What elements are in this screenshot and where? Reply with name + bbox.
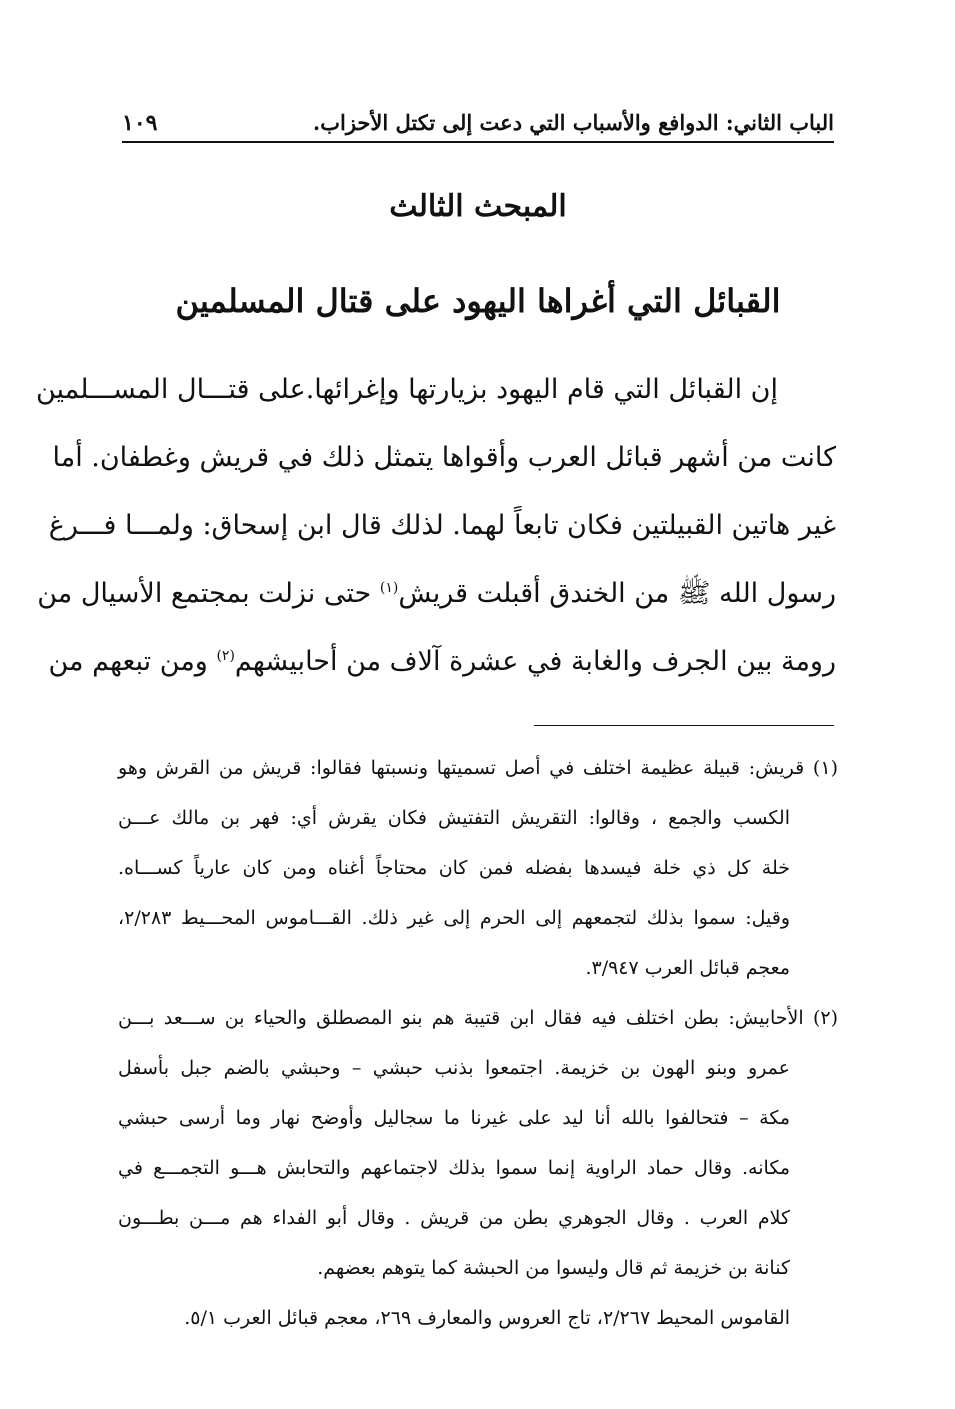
footnote-1-line-3: خلة كل ذي خلة فيسدها بفضله فمن كان محتاجاً أغناه ومن كان عارياً كســـاه.: [118, 857, 790, 879]
footnote-2-line-5: كلام العرب . وقال الجوهري بطن من قريش . وقال أبو الفداء هم مـــن بطـــون: [118, 1207, 790, 1229]
footnote-2-line-4: مكانه. وقال حماد الراوية إنما سموا بذلك لاجتماعهم والتحابش هـــو التجمـــع في: [118, 1157, 790, 1179]
running-title: الباب الثاني: الدوافع والأسباب التي دعت إلى تكتل الأحزاب.: [312, 110, 834, 135]
body-line-5-start: رومة بين الجرف والغابة في عشرة آلاف من أحابيشهم: [234, 646, 836, 677]
footnote-2-line-6: كنانة بن خزيمة ثم قال وليسوا من الحبشة كما يتوهم بعضهم.: [317, 1257, 790, 1279]
footnote-2-sources: القاموس المحيط ٢/٢٦٧، تاج العروس والمعارف ٢٦٩، معجم قبائل العرب ٥/١.: [184, 1307, 790, 1329]
footnote-separator: [534, 725, 834, 726]
body-paragraph: [35, 360, 836, 700]
footnote-1-line-5: معجم قبائل العرب ٣/٩٤٧.: [585, 957, 790, 979]
header-rule: [122, 141, 834, 143]
section-title: المبحث الثالث: [389, 189, 567, 224]
body-line-1: إن القبائل التي قام اليهود بزيارتها وإغرائها.على قتـــال المســـلمين: [35, 374, 778, 405]
footnote-ref-1: (١): [379, 580, 399, 596]
body-line-4: [37, 564, 836, 632]
running-header: [122, 108, 834, 144]
body-line-3: غير هاتين القبيلتين فكان تابعاً لهما. لذلك قال ابن إسحاق: ولمـــا فـــرغ: [48, 510, 836, 541]
footnote-1-line-4: وقيل: سموا بذلك لتجمعهم إلى الحرم إلى غير ذلك. القـــاموس المحـــيط ٢/٢٨٣،: [118, 907, 790, 929]
footnotes: [118, 746, 838, 1346]
footnote-2-line-1: (٢) الأحابيش: بطن اختلف فيه فقال ابن قتيبة هم بنو المصطلق والحياء بن ســـعد بـــن: [118, 1007, 838, 1029]
body-line-4-start: رسول الله ﷺ من الخندق أقبلت قريش: [398, 578, 836, 609]
body-line-2: كانت من أشهر قبائل العرب وأقواها يتمثل ذلك في قريش وغطفان. أما: [52, 442, 836, 473]
body-line-5-end: ومن تبعهم من: [48, 646, 208, 677]
body-line-5: [48, 632, 836, 700]
body-line-4-end: حتى نزلت بمجتمع الأسيال من: [37, 578, 372, 609]
footnote-ref-2: (٢): [216, 648, 235, 664]
chapter-title: القبائل التي أغراها اليهود على قتال المسلمين: [175, 282, 781, 320]
footnote-2-line-2: عمرو وبنو الهون بن خزيمة. اجتمعوا بذنب حبشي – وحبشي بالضم جبل بأسفل: [118, 1057, 790, 1079]
footnote-1-line-1: (١) قريش: قبيلة عظيمة اختلف في أصل تسميتها ونسبتها فقالوا: قريش من القرش وهو: [118, 757, 838, 779]
footnote-1-line-2: الكسب والجمع ، وقالوا: التقريش التفتيش فكان يقرش أي: فهر بن مالك عـــن: [118, 807, 790, 829]
footnote-2-line-3: مكة – فتحالفوا بالله أنا ليد على غيرنا ما سجاليل وأوضح نهار وما أرسى حبشي: [118, 1107, 790, 1129]
page-number: ١٠٩: [122, 110, 158, 136]
